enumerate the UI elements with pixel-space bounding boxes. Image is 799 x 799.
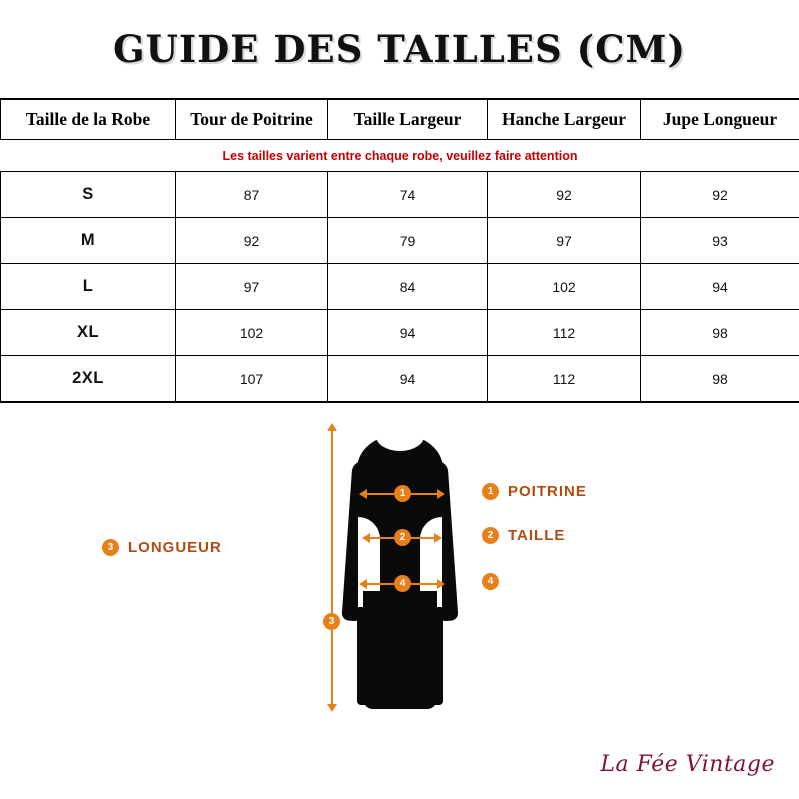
cell-bust: 107 — [176, 356, 328, 402]
size-variation-notice: Les tailles varient entre chaque robe, veuillez faire attention — [222, 148, 578, 163]
cell-skirt-length: 98 — [641, 310, 799, 356]
column-header-waist: Taille Largeur — [328, 100, 488, 140]
table-row — [1, 218, 799, 264]
table-row — [1, 264, 799, 310]
notice-cell — [1, 140, 799, 172]
cell-waist: 94 — [328, 356, 488, 402]
cell-size: S — [1, 172, 176, 218]
cell-hip: 102 — [488, 264, 641, 310]
table-header-row — [1, 100, 799, 140]
dress-illustration — [340, 421, 460, 711]
legend-label-waist: TAILLE — [508, 527, 566, 544]
cell-skirt-length: 93 — [641, 218, 799, 264]
cell-bust: 102 — [176, 310, 328, 356]
dress-skirt-shape — [363, 591, 437, 709]
marker-waist-on-diagram: 2 — [394, 529, 411, 546]
size-table-container — [0, 98, 799, 403]
marker-bust-on-diagram: 1 — [394, 485, 411, 502]
cell-waist: 94 — [328, 310, 488, 356]
table-row — [1, 356, 799, 402]
brand-signature: La Fée Vintage — [600, 752, 775, 777]
cell-waist: 84 — [328, 264, 488, 310]
marker-hip-on-diagram: 4 — [394, 575, 411, 592]
cell-waist: 74 — [328, 172, 488, 218]
title-bar — [0, 0, 799, 98]
table-row — [1, 172, 799, 218]
cell-bust: 87 — [176, 172, 328, 218]
cell-size: M — [1, 218, 176, 264]
cell-bust: 97 — [176, 264, 328, 310]
cell-skirt-length: 94 — [641, 264, 799, 310]
marker-length-on-diagram: 3 — [323, 613, 340, 630]
legend-item-bust — [482, 483, 587, 500]
measurement-diagram — [0, 403, 799, 782]
legend-item-length — [102, 539, 222, 556]
legend-item-hip — [482, 573, 508, 590]
cell-size: XL — [1, 310, 176, 356]
page-title: GUIDE DES TAILLES (CM) — [112, 27, 686, 71]
column-header-skirt-length: Jupe Longueur — [641, 100, 799, 140]
size-table — [0, 99, 799, 402]
cell-size: L — [1, 264, 176, 310]
cell-hip: 97 — [488, 218, 641, 264]
cell-waist: 79 — [328, 218, 488, 264]
cell-bust: 92 — [176, 218, 328, 264]
column-header-hip: Hanche Largeur — [488, 100, 641, 140]
legend-label-bust: POITRINE — [508, 483, 587, 500]
legend-badge-length: 3 — [102, 539, 119, 556]
cell-skirt-length: 92 — [641, 172, 799, 218]
cell-hip: 112 — [488, 310, 641, 356]
cell-hip: 92 — [488, 172, 641, 218]
legend-badge-hip: 4 — [482, 573, 499, 590]
table-row — [1, 310, 799, 356]
length-measure-arrow — [331, 430, 333, 705]
column-header-size: Taille de la Robe — [1, 100, 176, 140]
legend-badge-waist: 2 — [482, 527, 499, 544]
notice-row — [1, 140, 799, 172]
cell-hip: 112 — [488, 356, 641, 402]
legend-label-length: LONGUEUR — [128, 539, 222, 556]
cell-skirt-length: 98 — [641, 356, 799, 402]
legend-item-waist — [482, 527, 565, 544]
cell-size: 2XL — [1, 356, 176, 402]
legend-badge-bust: 1 — [482, 483, 499, 500]
column-header-bust: Tour de Poitrine — [176, 100, 328, 140]
